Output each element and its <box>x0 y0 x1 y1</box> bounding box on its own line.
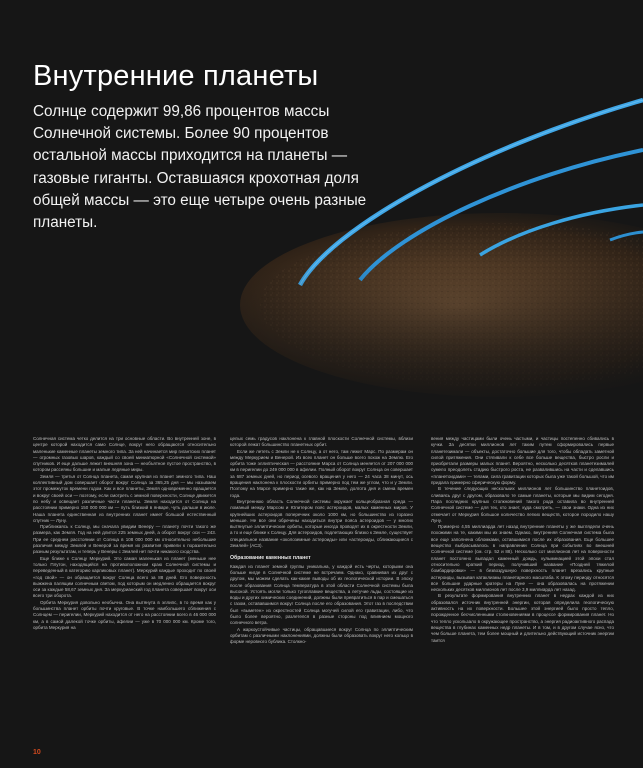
text-column-3 <box>431 436 614 750</box>
paragraph: Приближаясь к Солнцу, мы сначала увидим Венеру — планету почти такого же размера, как Земля. Год на ней длится 225 земных дней, а оборот вокруг оси — 243. При ее среднем расстоянии от Солнца в 108 000 000 км относительно небольшие различия между Землей и Венерой за время их развития привели к поразительно разным результатам, и теперь у Венеры с Землей нет почти никакого сходства. <box>33 524 216 555</box>
paragraph: Примерно 4,55 миллиарда лет назад внутренние планеты у же выглядели очень похожими на те, какими мы их знаем. Однако, внутренняя Солнечная система была все еще заполнена обломками, оставшимися после их образования. Еще большее вещество выбрасывалось в направлении Солнца при событиях во внешней Солнечной системе (см. стр. 52 и 88). Несколько сот миллионов лет на поверхности планет постоянно выпадал каменный дождь, кульминацией этой эпохи стал относительно краткий период, получивший название «Поздней тяжелой бомбардировки» — в безвоздушную поверхность планет врезались крупные астероиды, вызывая катаклизмы планетарного масштаба. К этому периоду относятся все большие ударные кратеры на Луне — она образовалась на протяжении нескольких десятков миллионов лет после 3,9 миллиарда лет назад. <box>431 524 614 593</box>
paragraph: Если же лететь с Земли не к Солнцу, а от него, там лежит Марс. По размерам он между Меркурием и Венерой. Из всех планет он больше всего похож на Землю. Его орбита тоже эллиптическая — расстояние Марса от Солнца меняется от 207 000 000 км в перигелии до 249 000 000 в афелии. Полный оборот вокруг Солнца он совершает за 687 земных дней, но период осевого вращения у него — 24 часа 38 минут, ось вращения наклонена к плоскости орбиты примерно под тем же углом, что и у Земли. Поэтому на Марсе примерно такие же, как на Земле, долгота дня и смена времен года. <box>230 448 413 498</box>
paragraph: целых семь градусов наклонена к главной плоскости Солнечной системы, вблизи которой лежат большинство планетных орбит. <box>230 436 413 448</box>
paragraph: А жаркоустойчивые частицы, обращавшиеся вокруг Солнца по эллиптическим орбитам с различными наклонениями, должны были образовать вокруг него кольцо в форме неровного бублика. Столкно- <box>230 626 413 645</box>
paragraph: Внутреннюю область Солнечной системы окружает кольцеобразная среда — ломаный между Марсом и Юпитером пояс астероидов, малых каменных миров. У крупнейших астероидов поперечник около 1000 км, но большинство из горазно меньше. Не все они обречены находиться внутри пояса астероидов — у многих вытянутые эллиптические орбиты, которые иногда проводят их в окрестности Земли, а то и еще ближе к Солнцу. Для астероидов, подлетающих близко к Земле, существует специальное название «околоземные астероиды» или «астероиды, сближающиеся с Землей» (АСЗ). <box>230 498 413 549</box>
paragraph: Еще ближе к Солнцу Меркурий. Это самая маленькая из планет (меньше нее только Плутон, находящийся на противоположном краю Солнечной системы и переведенный в категорию карликовых планет). Меркурий каждые проходит по своей «год свой» — он обращается вокруг Солнца всего за 88 дней. Его поверхность выжжена палящим солнечным светом, под которым он медленно обращается вокруг оси за каждые 58,67 земных дня. За меркурианский год планета совершает вокруг оси всего три оборота. <box>33 555 216 599</box>
lead-paragraph: Солнце содержит 99,86 процентов массы Солнечной системы. Более 90 процентов остальной массы приходится на планеты — газовые гиганты. Оставшаяся крохотная доля общей массы — это еще четыре очень разные планеты. <box>33 103 367 232</box>
paragraph: вения между частицами были очень частыми, и частицы постепенно сбивались в кучки. За десятки миллионов лет таким путем сформировались первые планетезимали — объекты, достаточно большие для того, чтобы обладать заметной силой притяжения. Они стягивали к себе все больше вещества, быстро росли и приобретали размеры малых планет. Вероятно, несколько десятков планетезималей сумело преодолеть стадию быстрого роста, не развалившись на части и сделавшись «планетоидами» — телами, сила гравитации которых была уже такой большой, что им придала примерно сферическую форму. <box>431 436 614 486</box>
paragraph: В результате формирования внутренних планет в недрах каждой из них образовался источник внутренней энергии, которая определила геологическую активность на их поверхности. Большее этой энергией было просто тепло, порожденное бесчисленными столкновениями в процессе формирования планет. Но что тепло ускользало в окружающее пространство, а энергия радиоактивного распада вещества в глубинах каменных недр планеты. И в том, и в другом случае ясно, что чем больше планета, тем более мощный и длительно действующий источник энергии таится <box>431 593 614 643</box>
section-heading: Образование каменных планет <box>230 555 311 562</box>
text-column-2 <box>230 436 413 750</box>
paragraph: Орбита Меркурия довольно необычна. Она вытянута в эллипс, в то время как у большинства планет орбиты почти круговые. В точке наибольшего сближения с Солнцем — перигелии, Меркурий находится от него на расстоянии всего в 46 000 000 км, а в самой далекой точке орбиты, афелии — уже в 70 000 000 км. Кроме того, орбита Меркурия на <box>33 599 216 630</box>
paragraph: Земля — третья от Солнца планета, самая крупная из планет земного типа. Наш коллективный дом совершает оборот вокруг Солнца за 365,25 дня — мы называем этот промежуток времени годом. Как и все планеты, Земля одновременно вращается и вокруг своей оси — поэтому, если смотреть с земной поверхности, Солнце движется по небу и освещает различные части планеты. Земля находится от Солнца на расстоянии примерно 150 000 000 км — путь близкий в январе, чуть дальше в июле. Наша планета единственная из внутренних планет имеет большой естественный спутник — Луну. <box>33 473 216 523</box>
paragraph: Каждая из планет земной группы уникальна, у каждой есть черты, которыми она больше нигде в Солнечной системе не встречаем. Однако, сравнивая их друг с другом, мы можем сделать как-какие выводы об их геологической истории. В эпоху после образования Солнца температура в этой области Солнечной системы была высокой. Устоять могли только тугоплавкие вещества, а летучие льды, состоящие из воды и других химических соединений, должны были превратиться в пар и смешаться с газом, остававшимся вокруг Солнца после его образования. Этот газ в последствии был «выметен» из окрестностей Солнца могучей силой его гравитации, либо, что было более вероятно, разлетелся в разные стороны под влиянием мощного солнечного ветра. <box>230 563 413 626</box>
page-title: Внутренние планеты <box>33 60 319 92</box>
paragraph: В течение следующих нескольких миллионов лет большинство планетоидов, сливаясь друг с другом, образовало те самые планеты, которые мы видим сегодня. Пара последних крупных столкновений такого рода оставила во внутренней Солнечной системе — для тех, кто знает, куда смотреть, — свои знаки. Одна из них отмечает от Меркурия большое количество легких веществ, которое породило нашу Луну. <box>431 486 614 523</box>
page-number: 10 <box>33 749 41 756</box>
paragraph: Солнечная система четко делится на три основные области. Во внутренней зоне, в центре которой находится само Солнце, вокруг него обращаются относительно маленькие каменные планеты земного типа. За ней начинается мир гигантских планет — огромных газовых шаров, каждый со своей миниатюрной «Солнечной системой» спутников. И еще дальше лежит внешняя зона — необъятное пустое пространство, в котором рассеяны большие и малые ледяные миры. <box>33 436 216 473</box>
text-column-1 <box>33 436 216 750</box>
body-columns <box>33 436 626 750</box>
